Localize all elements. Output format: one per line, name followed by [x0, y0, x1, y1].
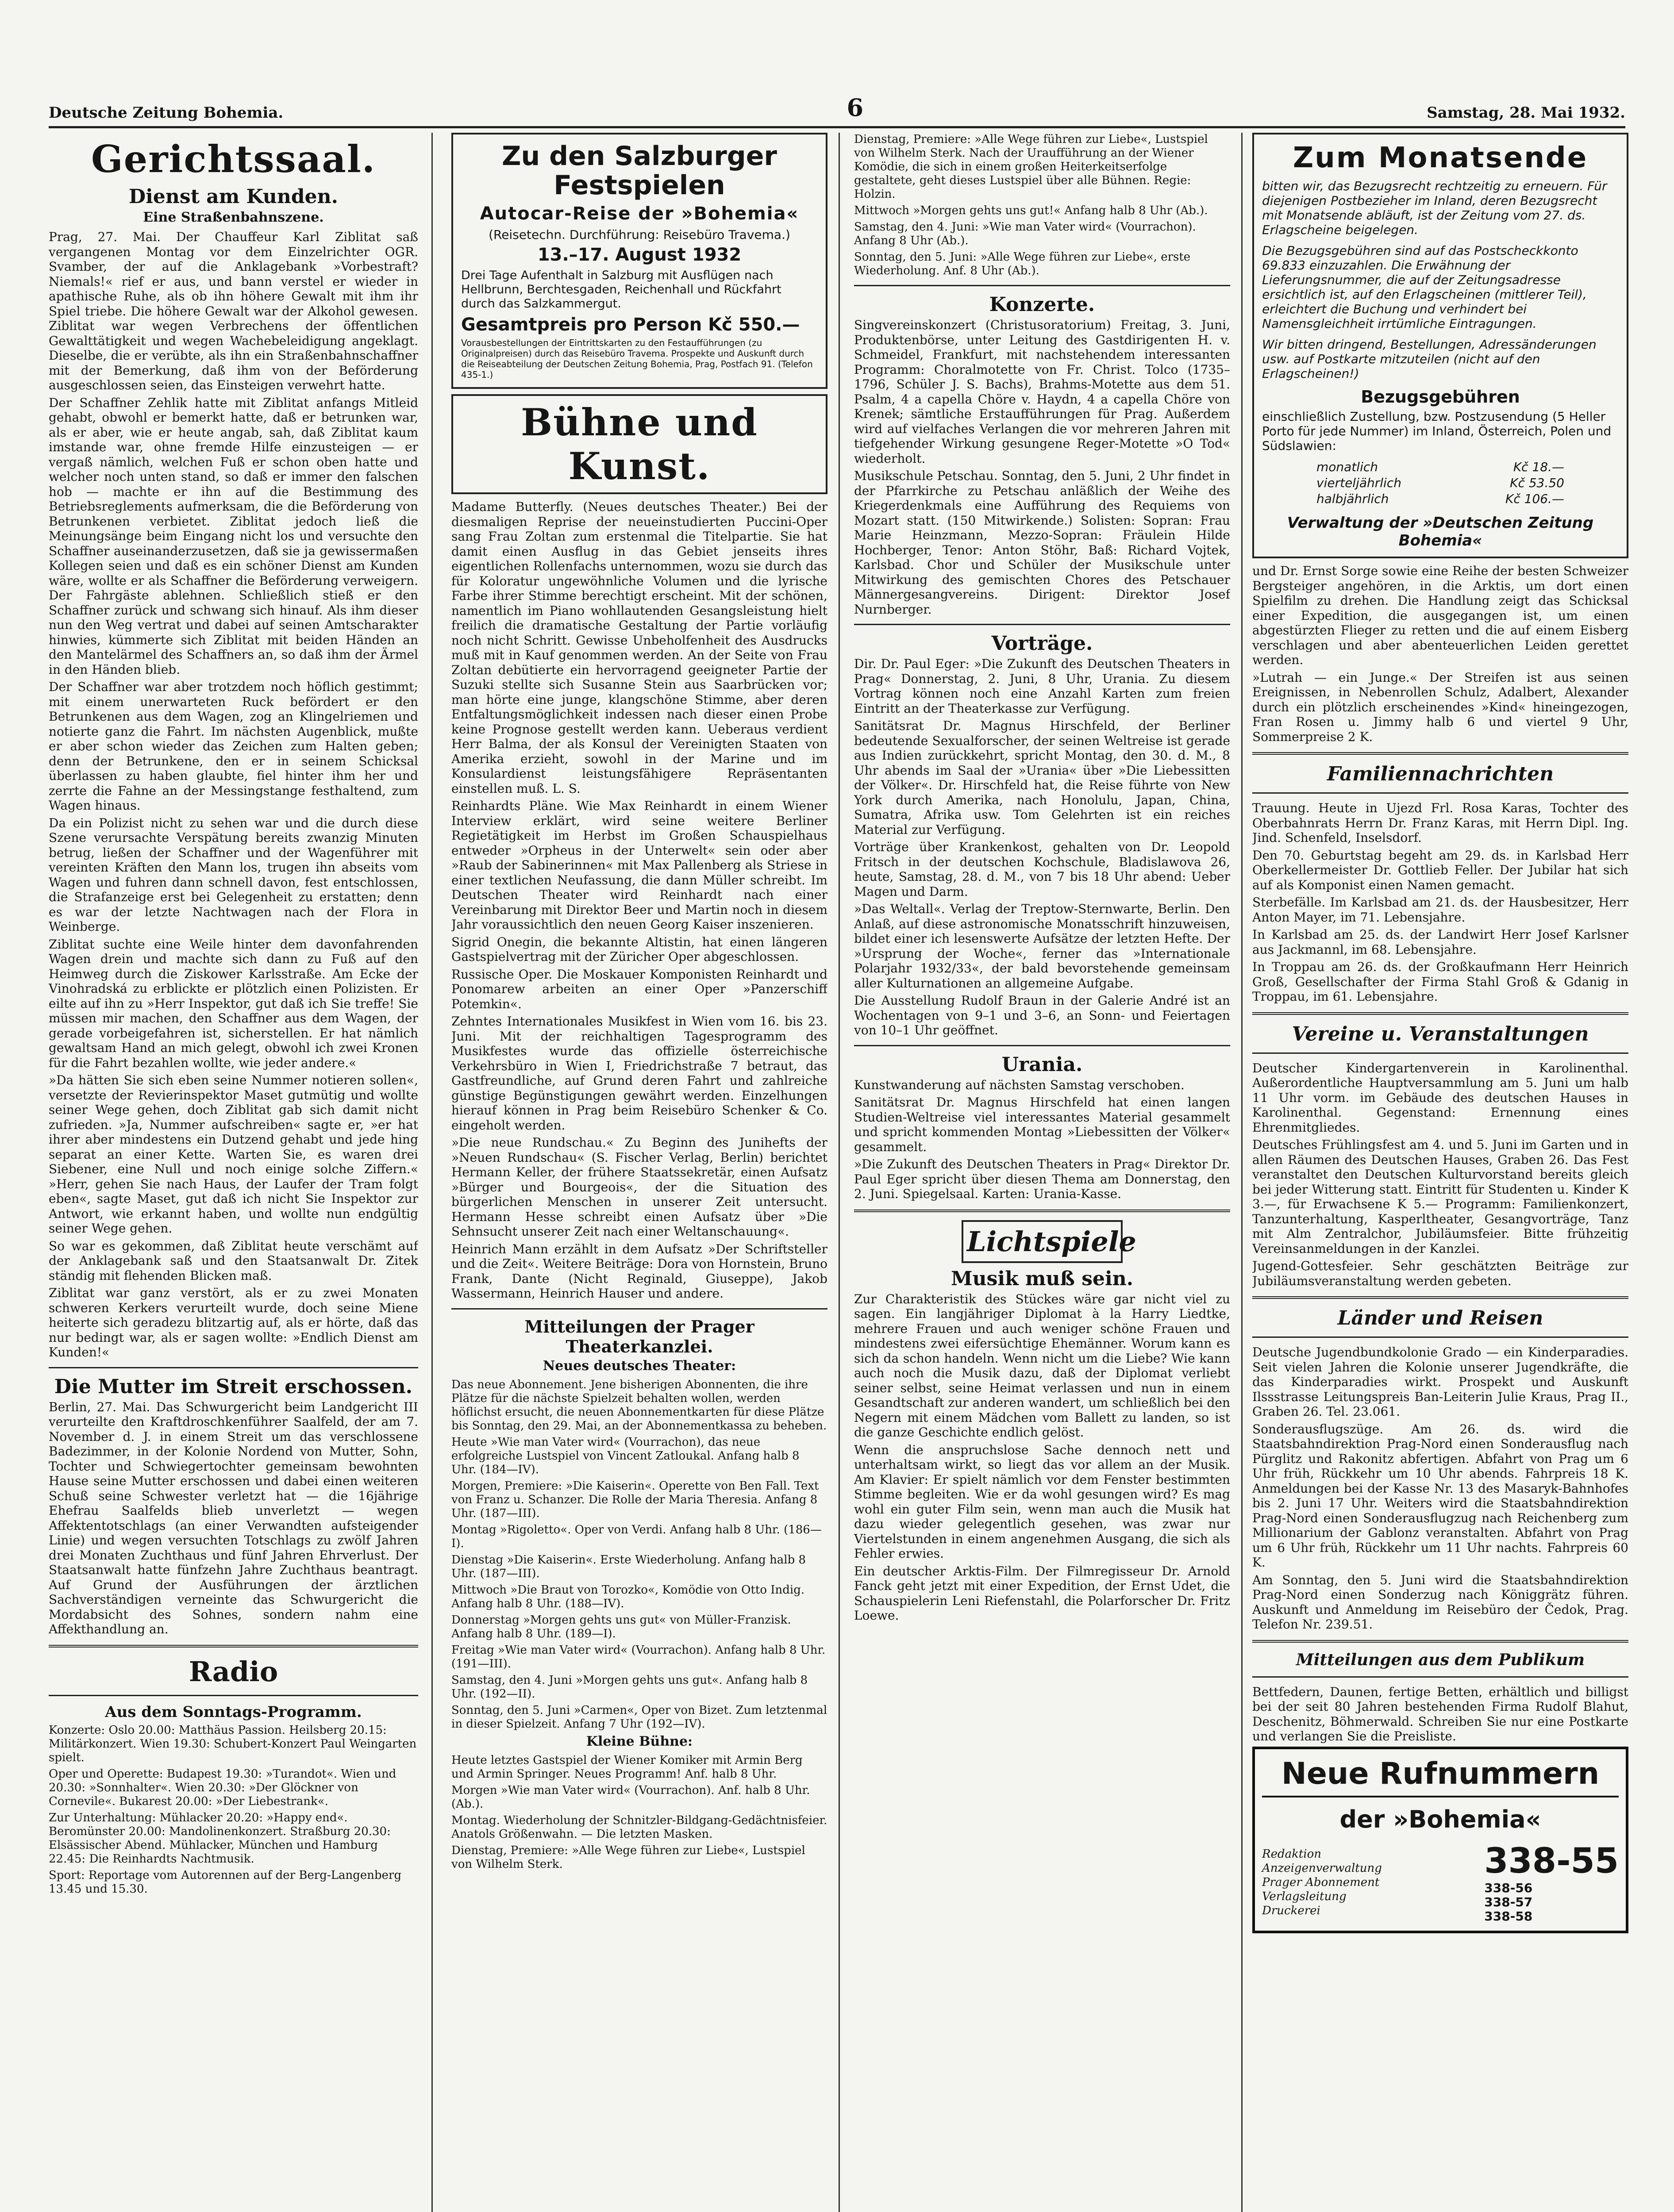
vortraege-title: Vorträge.	[991, 632, 1093, 655]
article-paragraph: Der Schaffner war aber trotzdem noch höflich gestimmt; mit einem unerwarteten Ruck befördert er den Betrunkenen aus dem Wagen, zog an Klingelriemen und notierte ganz die Fahrt. Im nächsten Augenblick, mußte er aber schon wieder das Zeichen zum Halten geben; denn der Betrunkene, den er in seinem Schicksal überlassen zu haben glaubte, fiel hinter ihm her und zerrte die Fahne an der Messingstange festhaltend, zum Wagen hinaus.	[49, 680, 418, 813]
article-title: Die Mutter im Streit erschossen.	[54, 1375, 413, 1398]
theater-continuation	[854, 133, 1230, 278]
section-publikum: Mitteilungen aus dem Publikum	[1296, 1650, 1585, 1669]
article-paragraph: In Karlsbad am 25. ds. der Landwirt Herr Josef Karlsner aus Jackmannl, im 68. Lebensjahre.	[1252, 927, 1628, 957]
divider	[49, 1645, 418, 1647]
article-paragraph: Jugend-Gottesfeier. Sehr geschätzten Beiträge zur Jubiläumsveranstaltung werden gebeten.	[1252, 1259, 1628, 1288]
kleine-buehne-title: Kleine Bühne:	[586, 1733, 693, 1749]
article-paragraph: In Troppau am 26. ds. der Großkaufmann Herr Heinrich Groß, Gesellschafter der Firma Stahl Groß & Gdanig in Troppau, im 61. Lebensjahre.	[1252, 960, 1628, 1004]
article-paragraph: Singvereinskonzert (Christusoratorium) Freitag, 3. Juni, Produktenbörse, unter Leitung des Gastdirigenten H. v. Schmeidel, Frankfurt, mit nachstehendem interessanten Programm: Choralmotette von Fr. Christ. Tolco (1735–1796, Schüler J. S. Bachs), Brahms-Motette aus dem 51. Psalm, 4 a capella Chöre v. Haydn, 4 a capella Chöre von Krenek; sämtliche Erstaufführungen für Prag. Außerdem wird auf vielfaches Verlangen die vor mehreren Jahren mit tiefgehender Wirkung gesungene Reger-Motette »O Tod« wiederholt.	[854, 318, 1230, 466]
section-lichtspiele: Lichtspiele	[967, 1225, 1136, 1258]
radio-program	[49, 1724, 418, 1896]
phone-ad-subtitle: der »Bohemia«	[1339, 1805, 1541, 1833]
ad-subtitle: Autocar-Reise der »Bohemia«	[480, 204, 799, 224]
divider	[854, 285, 1230, 286]
divider	[1252, 1296, 1628, 1299]
article-paragraph: Russische Oper. Die Moskauer Komponisten Reinhardt und Ponomarew arbeiten an einer Oper »Panzerschiff Potemkin«.	[451, 967, 827, 1011]
ad-organizer: (Reisetechn. Durchführung: Reisebüro Travema.)	[489, 227, 790, 242]
konzerte-title: Konzerte.	[989, 293, 1095, 316]
article-paragraph: Bettfedern, Daunen, fertige Betten, erhältlich und billigst bei der seit 80 Jahren bestehenden Firma Rudolf Blahut, Deschenitz, Böhmerwald. Schreiben Sie nur eine Postkarte und verlangen Sie die Preisliste.	[1252, 1684, 1628, 1743]
article-paragraph: Die Ausstellung Rudolf Braun in der Galerie André ist an Wochentagen von 9–1 und 3–6, an Sonn- und Feiertagen von 10–1 Uhr geöffnet.	[854, 993, 1230, 1037]
section-reisen: Länder und Reisen	[1337, 1307, 1543, 1329]
theater-item: Donnerstag »Morgen gehts uns gut« von Müller-Franzisk. Anfang halb 8 Uhr. (189—I).	[451, 1613, 791, 1640]
column-rule	[431, 133, 433, 2212]
phone-ad-body	[1262, 1841, 1619, 1924]
theater-item: Mittwoch »Die Braut von Torozko«, Komödie von Otto Indig. Anfang halb 8 Uhr. (188—IV).	[451, 1583, 805, 1610]
article-paragraph: Trauung. Heute in Ujezd Frl. Rosa Karas, Tochter des Oberbahnrats Herrn Dr. Franz Karas, mit Herrn Dipl. Ing. Jind. Schenfeld, Inselsdorf.	[1252, 801, 1628, 845]
article-paragraph: Deutsches Frühlingsfest am 4. und 5. Juni im Garten und in allen Räumen des Deutschen Hauses, Graben 26. Das Fest veranstaltet den Deutschen Kulturvorstand bereits gleich bei jeder Witterung statt. Eintritt für Studenten u. Kinder K 3.—, für Erwachsene K 5.— Programm: Familienkonzert, Tanzunterhaltung, Kasperltheater, Gesangvorträge, Tanz mit Alm Zentralchor, Jubiläumsfeier. Bitte frühzeitig Vereinsanmeldungen in der Kanzlei.	[1252, 1137, 1628, 1256]
fees-subtitle: einschließlich Zustellung, bzw. Postzusendung (5 Heller Porto für jede Nummer) im Inland, Österreich, Polen und Südslawien:	[1262, 409, 1612, 453]
theater-item: Morgen, Premiere: »Die Kaiserin«. Operette von Ben Fall. Text von Franz u. Schanzer. Die Rolle der Maria Theresia. Anfang 8 Uhr. (187—III).	[451, 1479, 819, 1520]
radio-item: Konzerte: Oslo 20.00: Matthäus Passion. Heilsberg 20.15: Militärkonzert. Wien 19.30: Schubert-Konzert Paul Weingarten spielt.	[49, 1723, 417, 1764]
article-paragraph: Sanitätsrat Dr. Magnus Hirschfeld, der Berliner bedeutende Sexualforscher, der seinen Weltreise ist gerade aus Indien zurückkehrt, spricht Montag, den 30. d. M., 8 Uhr abends im Saal der »Urania« über »Die Liebessitten der Völker«. Dr. Hirschfeld hat, die Reise führte von New York durch Amerika, nach Honolulu, Japan, China, Sumatra, Afrika usw. Tom Gelehrten ist ein reiches Material zur Verfügung.	[854, 718, 1230, 837]
article-paragraph: Kunstwanderung auf nächsten Samstag verschoben.	[854, 1077, 1185, 1092]
article-paragraph: Den 70. Geburtstag begeht am 29. ds. in Karlsbad Herr Oberkellermeister Dr. Gottlieb Feller. Der Jubilar hat sich auf als Komponist einen Namen gemacht.	[1252, 848, 1628, 892]
theater-item: Sonntag, den 5. Juni »Carmen«, Oper von Bizet. Zum letztenmal in dieser Spielzeit. Anfang 7 Uhr (192—IV).	[451, 1703, 827, 1731]
theater-item: Mittwoch »Morgen gehts uns gut!« Anfang halb 8 Uhr (Ab.).	[854, 204, 1208, 217]
article-paragraph: Deutscher Kindergartenverein in Karolinenthal. Außerordentliche Hauptversammlung am 5. Juni um halb 11 Uhr vorm. im Gebäude des deutschen Hauses in Karolinenthal. Gegenstand: Ernennung eines Ehrenmitgliedes.	[1252, 1060, 1628, 1135]
article-paragraph: »Das Weltall«. Verlag der Treptow-Sternwarte, Berlin. Den Anlaß, auf diese astronomische Monatsschrift hinzuweisen, bildet einer ich lesenswerte Aufsätze der letzten Hefte. Der »Ursprung der Woche«, ferner das »Internationale Polarjahr 1932/33«, der bald bevorstehende gemeinsam aller Kulturnationen an allgemeine Aufgabe.	[854, 902, 1230, 991]
divider	[1252, 792, 1628, 794]
radio-program-title: Aus dem Sonntags-Programm.	[105, 1703, 362, 1721]
divider	[854, 1210, 1230, 1212]
article-paragraph: »Da hätten Sie sich eben seine Nummer notieren sollen«, versetzte der Revierinspektor Maset gutmütig und wollte seiner Wege gehen, doch Ziblitat gab sich damit nicht zufrieden. »Ja, Nummer aufschreiben« sagte er, »er hat ihrer aber mindestens ein Dutzend gehabt und jede hing separat an einer Kette. Warten Sie, es waren drei Siebener, eine Null und noch einige solche Ziffern.« »Herr, gehen Sie nach Haus, der Laufer der Tram folgt eben«, sagte Maset, gut daß ich nicht Sie Inspektor zur Antwort, wie erkannt haben, und wollte nun endgültig seiner Wege gehen.	[49, 1073, 418, 1236]
ad-price: Gesamtpreis pro Person Kč 550.—	[461, 315, 800, 335]
film-title: Musik muß sein.	[951, 1267, 1134, 1290]
article-paragraph: Am Sonntag, den 5. Juni wird die Staatsbahndirektion Prag-Nord einen Sonderzug nach Königgrätz führen. Auskunft und Anmeldung im Reisebüro der Čedok, Prag. Telefon Nr. 239.51.	[1252, 1572, 1628, 1632]
article-paragraph: »Die Zukunft des Deutschen Theaters in Prag« Direktor Dr. Paul Eger spricht über diesen Thema am Donnerstag, den 2. Juni. Spiegelsaal. Karten: Urania-Kasse.	[854, 1157, 1230, 1201]
theater-item: Montag. Wiederholung der Schnitzler-Bildgang-Gedächtnisfeier. Anatols Größenwahn. — Die letzten Masken.	[451, 1813, 827, 1841]
radio-item: Oper und Operette: Budapest 19.30: »Turandot«. Wien und 20.30: »Sonnhalter«. Wien 20.30: »Der Glöckner von Cornevile«. Bukarest 20.00: »Der Liebestrank«.	[49, 1767, 396, 1808]
section-familie: Familiennachrichten	[1327, 763, 1554, 785]
page-number: 6	[847, 93, 864, 122]
monatsende-notice	[1252, 133, 1628, 558]
article-subtitle: Eine Straßenbahnszene.	[143, 210, 324, 225]
phone-numbers-ad	[1252, 1747, 1628, 1933]
column-1	[49, 133, 418, 2212]
urania-title: Urania.	[1001, 1053, 1083, 1076]
article-paragraph: Berlin, 27. Mai. Das Schwurgericht beim Landgericht III verurteilte den Kraftdroschkenführer Saalfeld, der am 7. November d. J. in einem Streit um das verschlossene Badezimmer, in der Kolonie Nordend von Mutter, Sohn, Tochter und Schwiegertochter gemeinsam bewohnten Hause seine Mutter erschossen und dabei einen weiteren Schuß seine Schwester verletzt hat — die 16jährige Ehefrau Saalfelds blieb unverletzt — wegen Affektentotschlags (an einer Verwandten aufsteigender Linie) und wegen versuchten Totschlags zu zwölf Jahren drei Monaten Zuchthaus und fünf Jahren Ehrverlust. Der Staatsanwalt hatte fünfzehn Jahre Zuchthaus beantragt. Auf Grund der Ausführungen der ärztlichen Sachverständigen verneinte das Schwurgericht die Mordabsicht des Sohnes, sondern nahm eine Affekthandlung an.	[49, 1399, 418, 1636]
theater-item: Heute »Wie man Vater wird« (Vourrachon), das neue erfolgreiche Lustspiel von Vincent Zatloukal. Anfang halb 8 Uhr. (184—IV).	[451, 1435, 800, 1476]
divider	[854, 624, 1230, 625]
section-gerichtssaal: Gerichtssaal.	[91, 137, 376, 181]
phone-ad-title: Neue Rufnummern	[1262, 1756, 1619, 1797]
fee-row: vierteljährlich Kč 53.50	[1316, 476, 1564, 490]
fee-row: monatlich Kč 18.—	[1316, 460, 1564, 474]
ad-fineprint: Vorausbestellungen der Eintrittskarten zu den Festaufführungen (zu Originalpreisen) durch das Reisebüro Travema. Prospekte und Auskunft durch die Reiseabteilung der Deutschen Zeitung Bohemia, Prag, Postfach 91. (Telefon 435-1.)	[461, 338, 813, 380]
section-buehne: Bühne und Kunst.	[521, 400, 758, 488]
divider	[1252, 1676, 1628, 1678]
theater-item: Samstag, den 4. Juni: »Wie man Vater wird« (Vourrachon). Anfang 8 Uhr (Ab.).	[854, 220, 1196, 247]
phone-main: 338-55	[1484, 1841, 1619, 1881]
article-paragraph: Ziblitat war ganz verstört, als er zu zwei Monaten schweren Kerkers verurteilt wurde, doch seine Miene heiterte sich geradezu blitzartig auf, als er hörte, daß das nur bedingt war, als er sagen wollte: »Endlich Dienst am Kunden!«	[49, 1286, 418, 1359]
article-paragraph: Sterbefälle. Im Karlsbad am 21. ds. der Hausbesitzer, Herr Anton Mayer, im 71. Lebensjahre.	[1252, 895, 1628, 925]
column-2	[451, 133, 827, 2212]
article-paragraph: Heinrich Mann erzählt in dem Aufsatz »Der Schriftsteller und die Zeit«. Weitere Beiträge: Dora von Hornstein, Bruno Frank, Dante (Nicht Reginald, Giuseppe), Jakob Wassermann, Heinrich Hauser und andere.	[451, 1241, 827, 1301]
fee-row: halbjährlich Kč 106.—	[1316, 492, 1564, 506]
issue-date: Samstag, 28. Mai 1932.	[1427, 104, 1625, 122]
section-box	[451, 394, 827, 494]
theater-item: Dienstag »Die Kaiserin«. Erste Wiederholung. Anfang halb 8 Uhr. (187—III).	[451, 1553, 806, 1580]
article-paragraph: Zehntes Internationales Musikfest in Wien vom 16. bis 23. Juni. Mit der reichhaltigen Tagesprogramm des Musikfestes wurde das offizielle österreichische Verkehrsbüro in Wien I, Friedrichstraße 7 betraut, das Gastfreundliche, auf Grund deren Fahrt und zahlreiche günstige Begünstigungen gewährt werden. Einzelhungen hierauf können in Prag beim Reisebüro Schenker & Co. eingeholt werden.	[451, 1014, 827, 1133]
ad-dates: 13.–17. August 1932	[537, 245, 742, 265]
article-paragraph: und Dr. Ernst Sorge sowie eine Reihe der besten Schweizer Bergsteiger angehören, in die Arktis, um dort einen Spielfilm zu drehen. Die Handlung zeigt das Schicksal einer Expedition, die ausgegangen ist, um einen abgestürzten Flieger zu retten und die auf einem Eisberg verschlagen und aber abenteuerlichen Leiden gerettet werden.	[1252, 564, 1628, 667]
ad-title: Zu den Salzburger Festspielen	[501, 141, 777, 201]
theater-item: Samstag, den 4. Juni »Morgen gehts uns gut«. Anfang halb 8 Uhr. (192—II).	[451, 1673, 808, 1701]
theater-item: Freitag »Wie man Vater wird« (Vourrachon). Anfang halb 8 Uhr. (191—III).	[451, 1643, 826, 1671]
article-paragraph: »Die neue Rundschau.« Zu Beginn des Junihefts der »Neuen Rundschau« (S. Fischer Verlag, Berlin) berichtet Hermann Keller, der frühere Staatssekretär, einen Aufsatz »Bürger und Bourgeois«, der die Situation des bürgerlichen Menschen in unserer Zeit untersucht. Hermann Hesse schreibt einen Aufsatz über »Die Sehnsucht unserer Zeit nach einer Weltanschauung«.	[451, 1135, 827, 1239]
article-paragraph: Madame Butterfly. (Neues deutsches Theater.) Bei der diesmaligen Reprise der neueinstudierten Puccini-Oper sang Frau Zoltan zum erstenmal die Titelpartie. Sie hat damit einen Ausflug in das Gebiet jenseits ihres eigentlichen Rollenfachs unternommen, wozu sie durch das für Koloratur ungewöhnliche Volumen und die lyrische Farbe ihrer Stimme berechtigt erscheint. Mit der schönen, namentlich im Piano wohllautenden Gesangsleistung hielt freilich die dramatische Gestaltung der Partie vorläufig noch nicht Schritt. Gewisse Unbeholfenheit des Ausdrucks muß mit in Kauf genommen werden. An der Seite von Frau Zoltan debütierte ein hervorragend geeigneter Partie der Suzuki stellte sich Susanne Stein aus Saarbrücken vor; man hörte eine junge, klangschöne Stimme, aber deren Entfaltungsmöglichkeit indessen nach dieser einen Probe keine Prognose gestellt werden kann. Ueberaus verdient Herr Balma, der als Konsul der Vereinigten Staaten von Amerika erzieht, sowohl in der Marine und im Konsulardienst leistungsfähigere Repräsentanten einstellen muß. L. S.	[451, 499, 827, 796]
article-title: Dienst am Kunden.	[129, 185, 338, 208]
article-paragraph: Dir. Dr. Paul Eger: »Die Zukunft des Deutschen Theaters in Prag« Donnerstag, 2. Juni, 8 Uhr, Urania. Zu diesem Vortrag können noch eine Anzahl Karten zum freien Eintritt an der Theaterkasse zur Verfügung.	[854, 657, 1230, 716]
article-paragraph: Der Schaffner Zehlik hatte mit Ziblitat anfangs Mitleid gehabt, obwohl er bemerkt hatte, daß er betrunken war, als er aber, wie er heute angab, sah, daß Ziblitat kaum imstande war, ohne fremde Hilfe einzusteigen — er vergaß nämlich, welchen Fuß er schon oben hatte und welcher noch unten stand, so daß er immer den falschen hob — machte er ihn auf die Bestimmung des Betriebsreglements aufmerksam, die die Beförderung von Betrunkenen verbietet. Ziblitat jedoch ließ die Meinungsänge beim Eingang nicht los und versuchte den Schaffner auseinanderzusetzen, daß sie ja gewissermaßen Kollegen seien und daß es ein schöner Dienst am Kunden wäre, wollte er als Schaffner die Beförderung verweigern. Der Fahrgäste ablehnen. Schließlich stieß er den Schaffner zurück und schwang sich hinauf. Als ihm dieser nun den Weg vertrat und dabei auf seinen Amtscharakter hinwies, kümmerte sich Ziblitat mit beiden Händen an den Mantelärmel des Schaffners an, so daß ihm der Ärmel in den Händen blieb.	[49, 395, 418, 677]
notice-signature: Verwaltung der »Deutschen Zeitung Bohemia«	[1287, 514, 1594, 549]
article-paragraph: Da ein Polizist nicht zu sehen war und die durch diese Szene verursachte Verspätung bereits zwanzig Minuten betrug, ließen der Schaffner und der Wagenführer mit vereinten Kräften den Mann los, trugen ihn abseits vom Wagen und fuhren dann schnell davon, fest entschlossen, die Strafanzeige erst bei Gelegenheit zu erstatten; denn es war der letzte Nachtwagen nach der Flora in Weinberge.	[49, 815, 418, 934]
divider	[451, 1308, 827, 1310]
column-4	[1252, 133, 1628, 2212]
article-paragraph: So war es gekommen, daß Ziblitat heute verschämt auf der Anklagebank saß und den Staatsanwalt Dr. Zitek ständig mit flehenden Blicken maß.	[49, 1238, 418, 1283]
section-vereine: Vereine u. Veranstaltungen	[1292, 1022, 1589, 1045]
phone-labels: Redaktion Anzeigenverwaltung Prager Abonnement Verlagsleitung Druckerei	[1262, 1847, 1382, 1917]
divider	[854, 1045, 1230, 1046]
salzburg-ad	[451, 133, 827, 389]
divider	[1252, 1640, 1628, 1643]
notice-paragraph: Wir bitten dringend, Bestellungen, Adressänderungen usw. auf Postkarte mitzuteilen (nicht auf den Erlagscheinen!)	[1262, 337, 1597, 381]
article-paragraph: Musikschule Petschau. Sonntag, den 5. Juni, 2 Uhr findet in der Pfarrkirche zu Petschau anläßlich der Weihe des Kriegerdenkmals eine Aufführung des Requiems von Mozart statt. (150 Mitwirkende.) Solisten: Sopran: Frau Marie Heinzmann, Mezzo-Sopran: Fräulein Hilde Hochberger, Tenor: Anton Stöhr, Baß: Richard Vojtek, Karlsbad. Chor und Schüler der Musikschule unter Mitwirkung des gemischten Chores des Petschauer Männergesangvereins. Dirigent: Direktor Josef Nurnberger.	[854, 469, 1230, 617]
divider	[49, 1367, 418, 1368]
article-paragraph: Ein deutscher Arktis-Film. Der Filmregisseur Dr. Arnold Fanck geht jetzt mit einer Expedition, der Ernst Udet, die Schauspielerin Leni Riefenstahl, die Polarforscher Dr. Fritz Loewe.	[854, 1563, 1230, 1623]
fees-title: Bezugsgebühren	[1361, 387, 1520, 407]
theater-item: Morgen »Wie man Vater wird« (Vourrachon). Anf. halb 8 Uhr. (Ab.).	[451, 1783, 810, 1811]
column-rule	[839, 133, 840, 2212]
divider	[49, 1695, 418, 1696]
article-paragraph: Sanitätsrat Dr. Magnus Hirschfeld hat einen langen Studien-Weltreise viel interessantes Material gesammelt und spricht kommenden Montag »Liebessitten der Völker« gesammelt.	[854, 1095, 1230, 1154]
article-paragraph: Wenn die anspruchslose Sache dennoch nett und unterhaltsam wirkt, so liegt das vor allem an der Musik. Am Klavier: Er spielt nämlich vor dem Fenster bestimmten Stimme begleiten. Wie er da wohl gesungen wird? Es mag wohl ein guter Film sein, wenn man auch die Musik hat dazu wieder gelegentlich gesehen, was zwar nur Viertelstunden in einem angenehmen Ausgang, die sich als Fehler erwies.	[854, 1442, 1230, 1561]
theater-item: Dienstag, Premiere: »Alle Wege führen zur Liebe«, Lustspiel von Wilhelm Sterk. Nach der Uraufführung an der Wiener Komödie, die sich in einem großen Heiterkeitserfolge gestaltete, geht dieses Lustspiel über alle Bühnen. Regie: Holzin.	[854, 133, 1208, 201]
radio-item: Zur Unterhaltung: Mühlacker 20.20: »Happy end«. Beromünster 20.00: Mandolinenkonzert. Straßburg 20.30: Elsässischer Abend. Mühlacker, München und Hamburg 22.45: Die Reinhardts Nachtmusik.	[49, 1811, 391, 1866]
divider	[1252, 1336, 1628, 1338]
article-paragraph: Zur Charakteristik des Stückes wäre gar nicht viel zu sagen. Ein langjähriger Diplomat à la Harry Liedtke, mehrere Frauen und auch weniger schöne Frauen und mindestens zwei eifersüchtige Ehemänner. Worum kann es sich da schon handeln. Wenn nicht um die Liebe? Wie kann auch noch die Musik dazu, daß der Diplomat verliebt seiner selbst, seine Heimat verlassen und nun in einem Gesandtschaft zur anderen wandert, um schließlich bei den Negern mit einem Mädchen vom Ballett zu landen, so ist die ganze Geschichte endlich gelöst.	[854, 1291, 1230, 1440]
divider	[1252, 752, 1628, 755]
ad-description: Drei Tage Aufenthalt in Salzburg mit Ausflügen nach Hellbrunn, Berchtesgaden, Reichenhall und Rückfahrt durch das Salzkammergut.	[461, 269, 781, 311]
kleine-buehne-list	[451, 1754, 827, 1871]
fees-table	[1316, 459, 1564, 507]
notice-paragraph: bitten wir, das Bezugsrecht rechtzeitig zu erneuern. Für diejenigen Postbezieher im Inland, deren Bezugsrecht mit Monatsende abläuft, ist der Zeitung vom 27. ds. Erlagscheine beigelegen.	[1262, 179, 1607, 237]
theater-subtitle: Neues deutsches Theater:	[543, 1358, 736, 1374]
page-header	[49, 95, 1625, 128]
notice-title: Zum Monatsende	[1293, 142, 1588, 174]
article-paragraph: Prag, 27. Mai. Der Chauffeur Karl Ziblitat saß vergangenen Montag vor dem Einzelrichter OGR. Svamber, der auf die Anklagebank »Vorbestraft? Niemals!« rief er aus, und bann verstel er wieder in apathische Ruhe, als ob ihn höhere Gewalt mit ihm ihr Spiel triebe. Die höhere Gewalt war der Alkohol gewesen. Ziblitat war wegen Verbrechens der öffentlichen Gewalttätigkeit und wegen Wachebeleidigung angeklagt. Dieselbe, die er verübte, als ihn ein Straßenbahnschaffner mit der Bemerkung, daß ihm von der Beförderung ausgeschlossen seien, das Einsteigen verwehrt hatte.	[49, 230, 418, 392]
article-paragraph: Sonderausflugszüge. Am 26. ds. wird die Staatsbahndirektion Prag-Nord einen Sonderausflug nach Pürglitz und Rakonitz abfertigen. Abfahrt von Prag um 6 Uhr früh, Rückkehr um 10 Uhr abends. Fahrpreis 18 K. Anmeldungen bei der Kasse Nr. 13 des Masaryk-Bahnhofes bis 2. Juni 17 Uhr. Weiters wird die Staatsbahndirektion Prag-Nord einen Sonderausflugzug nach Reichenberg zum Millionarium der Gablonz veranstalten. Abfahrt von Prag um 6 Uhr früh, Rückkehr um 11 Uhr nachts. Fahrpreis 60 K.	[1252, 1421, 1628, 1570]
column-rule	[1241, 133, 1243, 2212]
article-paragraph: Ziblitat suchte eine Weile hinter dem davonfahrenden Wagen drein und machte sich dann zu Fuß auf den Heimweg durch die Ziskower Karlsstraße. Am Ecke der Vinohradská zu erblickte er plötzlich einen Polizisten. Er eilte auf ihn zu »Herr Inspektor, gut daß ich Sie treffe! Sie müssen mir machen, den Schaffner aus dem Wagen, der gerade vorbeigefahren ist, sicherstellen. Er hat nämlich gewaltsam Hand an mich gelegt, obwohl ich zwei Kronen für die Fahrt bezahlen wollte, wie jeder andere.«	[49, 937, 418, 1070]
article-paragraph: Deutsche Jugendbundkolonie Grado — ein Kinderparadies. Seit vielen Jahren die Kolonie unserer Jugendkräfte, die das Kinderparadies wirkt. Prospekt und Auskunft Ilssstrasse Leitungspreis Ban-Leiterin Julie Kraus, Prag II., Graben 26. Tel. 23.061.	[1252, 1345, 1628, 1419]
notice-paragraph: Die Bezugsgebühren sind auf das Postscheckkonto 69.833 einzuzahlen. Die Erwähnung der Lieferungsnummer, die auf der Zeitungsadresse ersichtlich ist, auf den Erlagscheinen (mittlerer Teil), erleichtert die Buchung und verhindert bei Namensgleichheit irrtümliche Eintragungen.	[1262, 243, 1587, 331]
section-box	[962, 1220, 1136, 1263]
theater-list	[451, 1378, 827, 1731]
theater-item: Das neue Abonnement. Jene bisherigen Abonnenten, die ihre Plätze für die nächste Spielzeit behalten wollen, werden höflichst ersucht, die neuen Abonnementkarten für diese Plätze bis Sonntag, den 29. Mai, an der Abonnementkassa zu beheben.	[451, 1378, 827, 1432]
divider	[1252, 1052, 1628, 1054]
theater-item: Montag »Rigoletto«. Oper von Verdi. Anfang halb 8 Uhr. (186—I).	[451, 1523, 822, 1550]
theater-item: Sonntag, den 5. Juni: »Alle Wege führen zur Liebe«, erste Wiederholung. Anf. 8 Uhr (Ab.).	[854, 250, 1191, 277]
theater-title: Mitteilungen der Prager Theaterkanzlei.	[524, 1316, 754, 1356]
article-paragraph: »Lutrah — ein Junge.« Der Streifen ist aus seinen Ereignissen, in Nebenrollen Schulz, Adalbert, Alexander durch ein plötzlich erscheinendes »Kind« hineingezogen, Fran Rosen u. Jimmy halb 6 und viertel 9 Uhr, Sommerpreise 2 K.	[1252, 670, 1628, 744]
masthead-left: Deutsche Zeitung Bohemia.	[49, 104, 284, 122]
phone-numbers: 338-55 338-56 338-57 338-58	[1484, 1841, 1619, 1924]
article-paragraph: Sigrid Onegin, die bekannte Altistin, hat einen längeren Gastspielvertrag mit der Züricher Oper abgeschlossen.	[451, 934, 827, 964]
section-radio: Radio	[189, 1655, 278, 1688]
theater-item: Heute letztes Gastspiel der Wiener Komiker mit Armin Berg und Armin Springer. Neues Programm! Anf. halb 8 Uhr.	[451, 1753, 803, 1781]
theater-item: Dienstag, Premiere: »Alle Wege führen zur Liebe«, Lustspiel von Wilhelm Sterk.	[451, 1843, 805, 1871]
column-3	[854, 133, 1230, 2212]
radio-item: Sport: Reportage vom Autorennen auf der Berg-Langenberg 13.45 und 15.30.	[49, 1868, 402, 1896]
article-paragraph: Reinhardts Pläne. Wie Max Reinhardt in einem Wiener Interview erklärt, wird seine weitere Berliner Regietätigkeit im Herbst im Großen Schauspielhaus entweder »Orpheus in der Unterwelt« sein oder aber »Raub der Sabinerinnen« mit Max Pallenberg als Striese in einer textlichen Neufassung, die dann Müller schreibt. Im Deutschen Theater wird Reinhardt nach einer Vereinbarung mit Direktor Beer und Martin noch in diesem Jahr voraussichtlich den neuen Georg Kaiser inszenieren.	[451, 799, 827, 932]
article-paragraph: Vorträge über Krankenkost, gehalten von Dr. Leopold Fritsch in der deutschen Kochschule, Bladislawova 26, heute, Samstag, 28. d. M., von 7 bis 18 Uhr abend: Ueber Magen und Darm.	[854, 840, 1230, 899]
divider	[1252, 1012, 1628, 1015]
